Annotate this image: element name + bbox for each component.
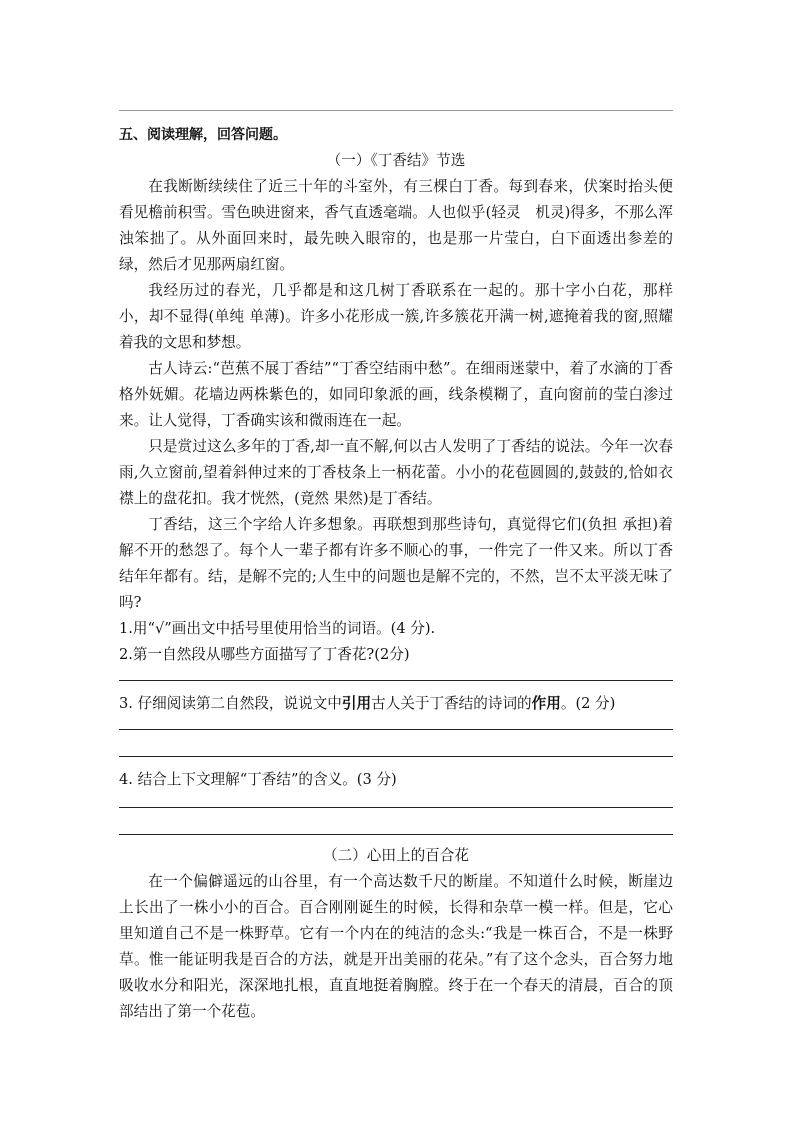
question-3-text-a: 3. 仔细阅读第二自然段，说说文中 [119,695,342,712]
section-heading: 五、阅读理解，回答问题。 [119,127,287,143]
passage1-title: （一）《丁香结》节选 [326,152,466,169]
passage1-paragraph-3: 古人诗云:“芭蕉不展丁香结”“丁香空结雨中愁”。在细雨迷蒙中，着了水滴的丁香格外妩媚。花墙边两株紫色的，如同印象派的画，线条模糊了，直向窗前的莹白渗过来。让人觉得，丁香确实该和微雨连在一起。 [119,360,673,429]
question-4: 4. 结合上下文理解“丁香结”的含义。(3 分) [119,771,397,788]
passage1-paragraph-5: 丁香结，这三个字给人许多想象。再联想到那些诗句，真觉得它们(负担 承担)着解不开的愁怨了。每个人一辈子都有许多不顺心的事，一件完了一件又来。所以丁香结年年都有。结，是解不完的;人生中的问题也是解不完的，不然，岂不太平淡无味了吗? [119,516,673,611]
question-3-text-b: 古人关于丁香结的诗词的 [371,695,532,712]
passage1-paragraph-1: 在我断断续续住了近三十年的斗室外，有三棵白丁香。每到春来，伏案时抬头便看见檐前积雪。雪色映进窗来，香气直透毫端。人也似乎(轻灵 机灵)得多，不那么浑浊笨拙了。从外面回来时，最先映入眼帘的，也是那一片莹白，白下面透出参差的绿，然后才见那两扇红窗。 [119,178,673,273]
question-3-text-c: 。(2 分) [560,695,616,712]
question-3 [119,691,673,717]
top-divider [119,110,673,111]
passage1-paragraph-4: 只是赏过这么多年的丁香,却一直不解,何以古人发明了丁香结的说法。今年一次春雨,久立窗前,望着斜伸过来的丁香枝条上一柄花蕾。小小的花苞圆圆的,鼓鼓的,恰如衣襟上的盘花扣。我才恍然，(竟然 果然)是丁香结。 [119,438,673,507]
question-1: 1.用“√”画出文中括号里使用恰当的词语。(4 分). [119,620,436,637]
question-2: 2.第一自然段从哪些方面描写了丁香花?(2分) [119,646,410,663]
worksheet-content [119,122,673,1025]
question-3-keyword-effect: 作用 [531,695,561,712]
passage2-title: （二）心田上的百合花 [323,847,469,864]
passage2-paragraph-1: 在一个偏僻遥远的山谷里，有一个高达数千尺的断崖。不知道什么时候，断崖边上长出了一株小小的百合。百合刚刚诞生的时候，长得和杂草一模一样。但是，它心里知道自己不是一株野草。它有一个内在的纯洁的念头:“我是一株百合，不是一株野草。惟一能证明我是百合的方法，就是开出美丽的花朵。”有了这个念头，百合努力地吸收水分和阳光，深深地扎根，直直地挺着胸膛。终于在一个春天的清晨，百合的顶部结出了第一个花苞。 [119,873,673,1020]
question-3-keyword-quote: 引用 [341,695,372,712]
passage1-paragraph-2: 我经历过的春光，几乎都是和这几树丁香联系在一起的。那十字小白花，那样小，却不显得(单纯 单薄)。许多小花形成一簇,许多簇花开满一树,遮掩着我的窗,照耀着我的文思和梦想。 [119,282,673,351]
